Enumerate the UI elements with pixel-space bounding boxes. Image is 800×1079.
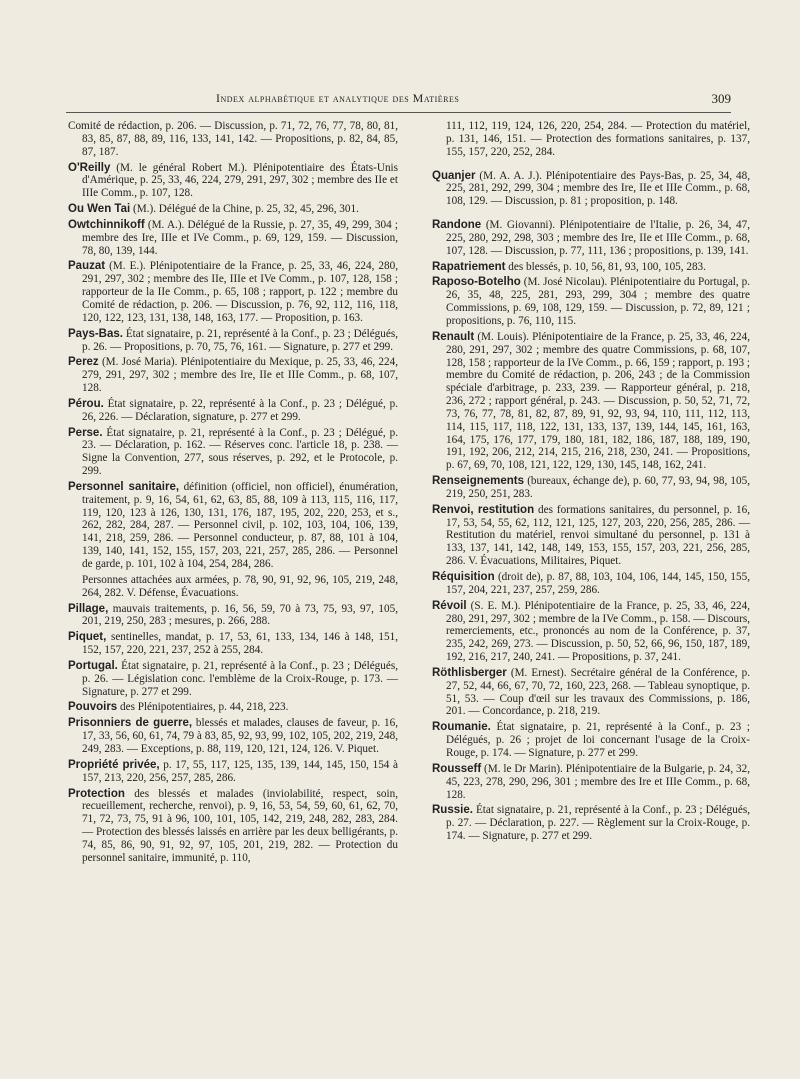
entry-text: des formations sanitaires, du personnel, p. 16, 17, 53, 54, 55, 62, 112, 121, 125, 127, 203, 220, 256, 285, 286. — Restitution du matériel, renvoi simultané du personnel, p. 131 à 133, 137, 141, 142, 148, 149, 153, 155, 157, 203, 221, 256, 285, 286. V. Évacuations, Militaires, Piquet. [446,503,751,568]
entry-heading: Pillage, [68,602,109,615]
entry-heading: Quanjer [432,169,476,182]
entry-heading: Raposo-Botelho [432,276,521,289]
running-header [66,91,731,113]
entry-heading: Rousseff [432,762,482,775]
entry-heading: Pérou. [68,397,104,410]
index-entry [68,603,398,629]
index-entry [432,504,750,568]
entry-heading: Réquisition [432,571,495,583]
entry-text: des blessés, p. 10, 56, 81, 93, 100, 105, 283. [505,260,706,273]
entry-text: (M. E.). Plénipotentiaire de la France, p. 25, 33, 46, 224, 280, 291, 297, 302 ; membre des IIe, IIIe et IVe Comm., p. 107, 128, 158 ; rapporteur de la IIe Comm., p. 65, 108 ; rapport, p. 122 ; membre du Comité de rédaction, p. 206. — Discussion, p. 76, 92, 112, 116, 118, 120, 122, 123, 131, 138, 148, 163, 177. — Proposition, p. 163. [82,260,398,324]
entry-text: (M. A. A. J.). Plénipotentiaire des Pays-Bas, p. 25, 34, 48, 225, 281, 292, 299, 304 ; membre des Ire, IIe et IIIe Comm., p. 68, 108, 129. — Discussion, p. 81 ; proposition, p. 148. [446,169,750,208]
index-entry [68,398,398,424]
entry-text: Personnes attachées aux armées, p. 78, 90, 91, 92, 96, 105, 219, 248, 264, 282. V. Défense, Évacuations. [82,573,398,599]
entry-heading: Piquet, [68,631,107,644]
entry-heading: O'Reilly [68,161,111,174]
entry-gap [432,162,750,170]
index-entry [68,260,398,324]
entry-heading: Roumanie. [432,721,491,734]
page-number: 309 [711,91,731,106]
entry-text: (S. E. M.). Plénipotentiaire de la France, p. 25, 33, 46, 224, 280, 291, 297, 302 ; membre de la IVe Comm., p. 158. — Discours, remerciements, etc., prononcés au nom de la Conférence, p. 37, 235, 242, 269, 273. — Discussion, p. 50, 52, 66, 96, 150, 187, 189, 192, 216, 217, 240, 241. — Propositions, p. 37, 241. [446,599,750,664]
entry-heading: Owtchinnikoff [68,218,145,231]
entry-text: 111, 112, 119, 124, 126, 220, 254, 284. — Protection du matériel, p. 131, 146, 151. — Protection des formations sanitaires, p. 137, 155, 157, 220, 252, 284. [446,120,750,158]
entry-heading: Renvoi, restitution [432,503,535,516]
index-entry [432,804,750,843]
entry-text: (droit de), p. 87, 88, 103, 104, 106, 144, 145, 150, 155, 157, 204, 221, 237, 257, 259, 286. [446,571,750,596]
index-entry [432,571,750,597]
index-entry [68,759,398,785]
entry-heading: Pays-Bas. [68,327,123,340]
index-entry [68,356,398,395]
entry-text: Comité de rédaction, p. 206. — Discussion, p. 71, 72, 76, 77, 78, 80, 81, 83, 85, 87, 88, 89, 116, 133, 141, 142. — Propositions, p. 82, 84, 85, 87, 187. [68,120,398,158]
entry-text: (M. Ernest). Secrétaire général de la Conférence, p. 27, 52, 44, 66, 67, 70, 72, 160, 223, 268. — Tableau synoptique, p. 51, 53. — Coup d'œil sur les travaux des Commissions, p. 186, 201. — Concordance, p. 218, 219. [446,666,750,718]
index-entry [68,631,398,657]
index-entry [68,717,398,756]
left-column [68,120,398,868]
entry-heading: Portugal. [68,659,118,672]
header-rule [66,112,731,113]
index-entry [68,120,398,159]
entry-heading: Pauzat [68,260,106,273]
entry-text: État signataire, p. 21, représenté à la Conf., p. 23 ; Délégués, p. 26. — Propositions, p. 70, 75, 76, 161. — Signature, p. 277 et 299. [82,327,398,353]
index-entry [68,427,398,478]
entry-text: (M. Giovanni). Plénipotentiaire de l'Italie, p. 26, 34, 47, 225, 280, 292, 298, 303 ; membre des Ire, IIe et IIIe Comm., p. 68, 107, 128. — Discussion, p. 77, 111, 136 ; propositions, p. 139, 141. [446,219,750,257]
entry-heading: Renseignements [432,475,525,488]
entry-text: des blessés et malades (inviolabilité, respect, soin, recueillement, recherche, renvoi), p. 9, 16, 53, 54, 59, 60, 61, 62, 70, 71, 72, 73, 75, 91 à 96, 100, 101, 105, 142, 219, 248, 282, 283, 284. — Protection des blessés laissés en arrière par les deux belligérants, p. 74, 85, 86, 90, 91, 92, 97, 105, 201, 219, 282. — Protection du personnel sanitaire, immunité, p. 110, [82,787,398,864]
index-entry [432,667,750,718]
entry-text: blessés et malades, clauses de faveur, p. 16, 17, 33, 56, 60, 61, 74, 79 à 83, 85, 92, 93, 99, 102, 105, 202, 219, 248, 249, 283. — Exceptions, p. 88, 119, 120, 121, 124, 126. V. Piquet. [82,717,398,755]
entry-text: mauvais traitements, p. 16, 56, 59, 70 à 73, 75, 93, 97, 105, 201, 219, 250, 283 ; mesures, p. 266, 288. [82,602,398,628]
entry-heading: Personnel sanitaire, [68,480,180,493]
index-entry [68,481,398,571]
entry-text: État signataire, p. 21, représenté à la Conf., p. 23 ; Délégué, p. 23. — Déclaration, p. 162. — Réserves conc. l'article 18, p. 238. — Signe la Convention, 277, sous réserves, p. 292, et le Protocole, p. 299. [82,426,398,478]
index-entry [432,475,750,501]
entry-text: État signataire, p. 22, représenté à la Conf., p. 23 ; Délégué, p. 26, 226. — Déclaration, signature, p. 277 et 299. [82,397,398,423]
entry-text: p. 17, 55, 117, 125, 135, 139, 144, 145, 150, 154 à 157, 213, 220, 256, 257, 285, 286. [82,758,398,784]
entry-text: (bureaux, échange de), p. 60, 77, 93, 94, 98, 105, 219, 250, 251, 283. [446,475,750,500]
entry-heading: Pouvoirs [68,701,118,714]
entry-text: (M. José Maria). Plénipotentiaire du Mexique, p. 25, 33, 46, 224, 279, 291, 297, 302 ; membre des Ire, IIe et IIIe Comm., p. 68, 107, 128. [82,356,398,395]
entry-text: définition (officiel, non officiel), énumération, traitement, p. 9, 16, 54, 61, 62, 63, 85, 88, 109 à 113, 115, 116, 117, 119, 120, 123 à 126, 130, 131, 176, 187, 195, 202, 220, 253, et s., 262, 282, 284, 287. — Personnel civil, p. 102, 103, 104, 106, 139, 141, 218, 259, 286. — Personnel conducteur, p. 87, 88, 101 à 104, 139, 140, 141, 152, 155, 157, 203, 221, 257, 285, 286. — Personnel de garde, p. 101, 102 à 104, 254, 284, 286. [82,480,399,570]
header-title: Index alphabétique et analytique des Matières [216,91,460,105]
entry-heading: Révoil [432,599,467,612]
entry-text: État signataire, p. 21, représenté à la Conf., p. 23 ; Délégués, p. 27. — Déclaration, p. 227. — Règlement sur la Croix-Rouge, p. 174. — Signature, p. 277 et 299. [446,804,750,843]
entry-heading: Propriété privée, [68,758,160,771]
entry-heading: Protection [68,787,125,800]
entry-text: (M. José Nicolau). Plénipotentiaire du Portugal, p. 26, 35, 48, 225, 281, 293, 299, 304 ; membre des quatre Commissions, p. 69, 108, 129, 159. — Discussion, p. 72, 89, 121 ; propositions, p. 76, 110, 115. [446,276,750,327]
entry-gap [432,211,750,219]
right-column [432,120,750,846]
index-entry [68,788,398,865]
entry-heading: Russie. [432,804,473,817]
entry-heading: Randone [432,219,482,232]
entry-heading: Renault [432,330,475,343]
entry-text: État signataire, p. 21, représenté à la Conf., p. 23 ; Délégués, p. 26 ; projet de loi concernant l'usage de la Croix-Rouge, p. 174. — Signature, p. 277 et 299. [446,721,750,759]
entry-text: (M. A.). Délégué de la Russie, p. 27, 35, 49, 299, 304 ; membre des Ire, IIIe et IVe Comm., p. 69, 129, 159. — Discussion, 78, 80, 139, 144. [82,218,398,257]
index-entry [68,203,398,216]
index-entry [432,600,750,664]
index-entry [432,170,750,209]
entry-text: (M.). Délégué de la Chine, p. 25, 32, 45, 296, 301. [130,203,359,216]
index-entry [68,219,398,258]
index-entry [68,660,398,699]
entry-heading: Röthlisberger [432,666,507,679]
entry-heading: Ou Wen Tai [68,203,131,216]
entry-text: (M. le général Robert M.). Plénipotentiaire des États-Unis d'Amérique, p. 25, 33, 46, 224, 279, 291, 297, 302 ; membre des IIe et IIIe Comm., p. 107, 128. [82,161,398,200]
index-entry [432,331,750,472]
index-entry [68,328,398,354]
entry-text: État signataire, p. 21, représenté à la Conf., p. 23 ; Délégués, p. 26. — Législation conc. l'emblème de la Croix-Rouge, p. 173. — Signature, p. 277 et 299. [82,659,398,698]
index-entry [432,276,750,327]
entry-heading: Perez [68,356,99,369]
entry-text: des Plénipotentiaires, p. 44, 218, 223. [117,701,289,714]
entry-heading: Perse. [68,426,103,439]
entry-heading: Prisonniers de guerre, [68,717,193,730]
index-entry [432,219,750,258]
index-entry [432,261,750,274]
entry-text: (M. Louis). Plénipotentiaire de la France, p. 25, 33, 46, 224, 280, 291, 297, 302 ; membre des quatre Commissions, p. 68, 107, 128, 158 ; rapporteur de la IVe Comm., p. 66, 159 ; rapport, p. 193 ; membre du Comité de rédaction, p. 206, 243 ; de la Commission spéciale d'arbitrage, p. 233, 239. — Rapporteur général, p. 218, 236, 272 ; rapport général, p. 243. — Discussion, p. 50, 52, 71, 72, 73, 76, 77, 78, 81, 82, 87, 89, 91, 92, 93, 94, 110, 111, 112, 113, 114, 115, 117, 118, 122, 131, 133, 137, 139, 144, 145, 161, 163, 164, 175, 176, 177, 179, 180, 181, 182, 186, 187, 188, 189, 190, 191, 192, 206, 212, 214, 215, 216, 218, 230, 241. — Propositions, p. 67, 69, 70, 108, 121, 122, 129, 130, 145, 148, 162, 241. [446,330,750,472]
index-entry [432,763,750,802]
entry-text: (M. le Dr Marin). Plénipotentiaire de la Bulgarie, p. 24, 32, 45, 223, 278, 290, 296, 301 ; membre des Ire et IIIe Comm., p. 68, 128. [446,762,750,801]
index-entry [68,701,398,714]
entry-text: sentinelles, mandat, p. 17, 53, 61, 133, 134, 146 à 148, 151, 152, 157, 220, 221, 237, 252 à 255, 284. [82,631,398,657]
entry-heading: Rapatriement [432,260,506,273]
index-entry [68,574,398,600]
index-entry [432,721,750,760]
index-entry [68,162,398,201]
index-entry [432,120,750,159]
